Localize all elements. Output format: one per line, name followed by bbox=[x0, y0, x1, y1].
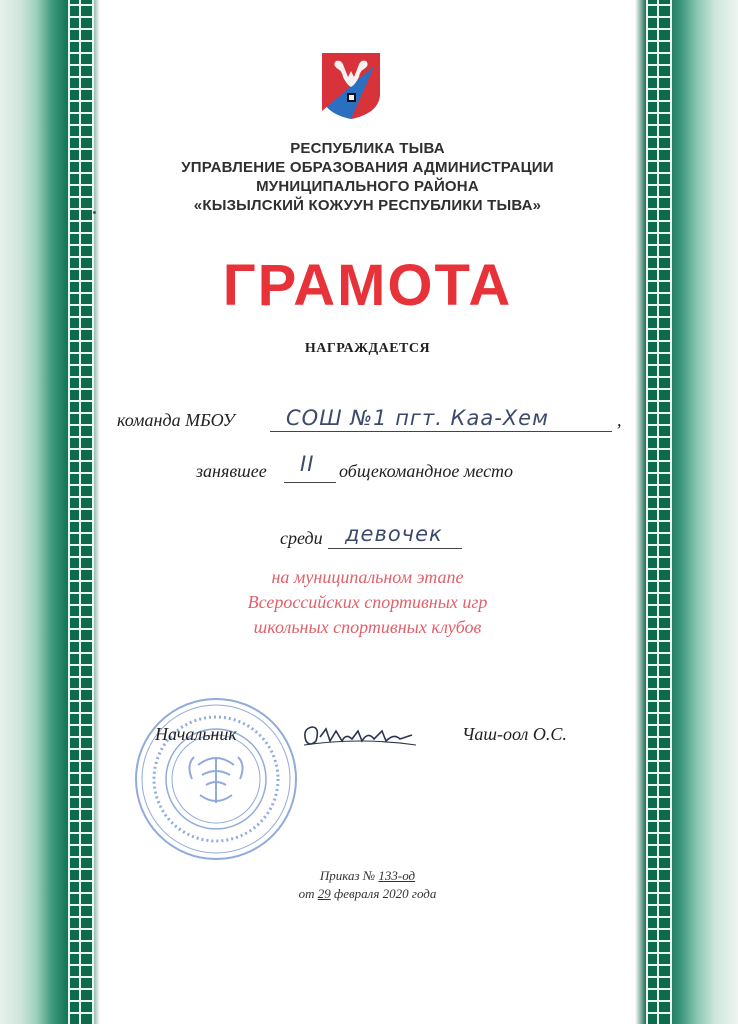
team-prefix: команда МБОУ bbox=[117, 410, 235, 430]
order-date-rest: февраля 2020 года bbox=[334, 886, 437, 901]
among-underline bbox=[328, 548, 462, 549]
among-prefix: среди bbox=[280, 528, 323, 548]
header-line-4: «КЫЗЫЛСКИЙ КОЖУУН РЕСПУБЛИКИ ТЫВА» bbox=[193, 197, 542, 214]
official-stamp-icon bbox=[132, 695, 300, 863]
coat-of-arms-icon bbox=[318, 51, 384, 121]
order-date-prefix: от bbox=[298, 886, 315, 901]
team-underline bbox=[270, 431, 612, 432]
handwritten-signature-icon bbox=[300, 715, 420, 755]
team-suffix: , bbox=[617, 410, 622, 430]
signatory-role: Начальник bbox=[155, 724, 237, 744]
speck bbox=[93, 211, 96, 214]
order-number: 133-од bbox=[378, 868, 416, 883]
order-date-line bbox=[100, 886, 635, 902]
team-handwritten: СОШ №1 пгт. Каа-Хем bbox=[286, 406, 549, 430]
order-date-day: 29 bbox=[317, 886, 331, 901]
place-handwritten: II bbox=[300, 452, 315, 476]
event-line-3: школьных спортивных клубов bbox=[253, 617, 482, 637]
place-prefix: занявшее bbox=[196, 461, 267, 481]
header-line-3: МУНИЦИПАЛЬНОГО РАЙОНА bbox=[256, 178, 479, 195]
place-suffix: общекомандное место bbox=[339, 461, 514, 481]
signatory-name: Чаш-оол О.С. bbox=[462, 724, 567, 744]
place-underline bbox=[284, 482, 336, 483]
header-line-1: РЕСПУБЛИКА ТЫВА bbox=[290, 140, 445, 157]
among-handwritten: девочек bbox=[345, 522, 443, 546]
order-prefix: Приказ № bbox=[319, 868, 376, 883]
header-line-2: УПРАВЛЕНИЕ ОБРАЗОВАНИЯ АДМИНИСТРАЦИИ bbox=[181, 159, 554, 176]
certificate-title: ГРАМОТА bbox=[222, 253, 513, 318]
event-line-2: Всероссийских спортивных игр bbox=[247, 592, 488, 612]
order-number-line bbox=[100, 868, 635, 884]
awarded-label: НАГРАЖДАЕТСЯ bbox=[304, 341, 431, 356]
right-meander-ornament bbox=[646, 0, 672, 1024]
left-meander-ornament bbox=[68, 0, 94, 1024]
event-line-1: на муниципальном этапе bbox=[271, 567, 464, 587]
